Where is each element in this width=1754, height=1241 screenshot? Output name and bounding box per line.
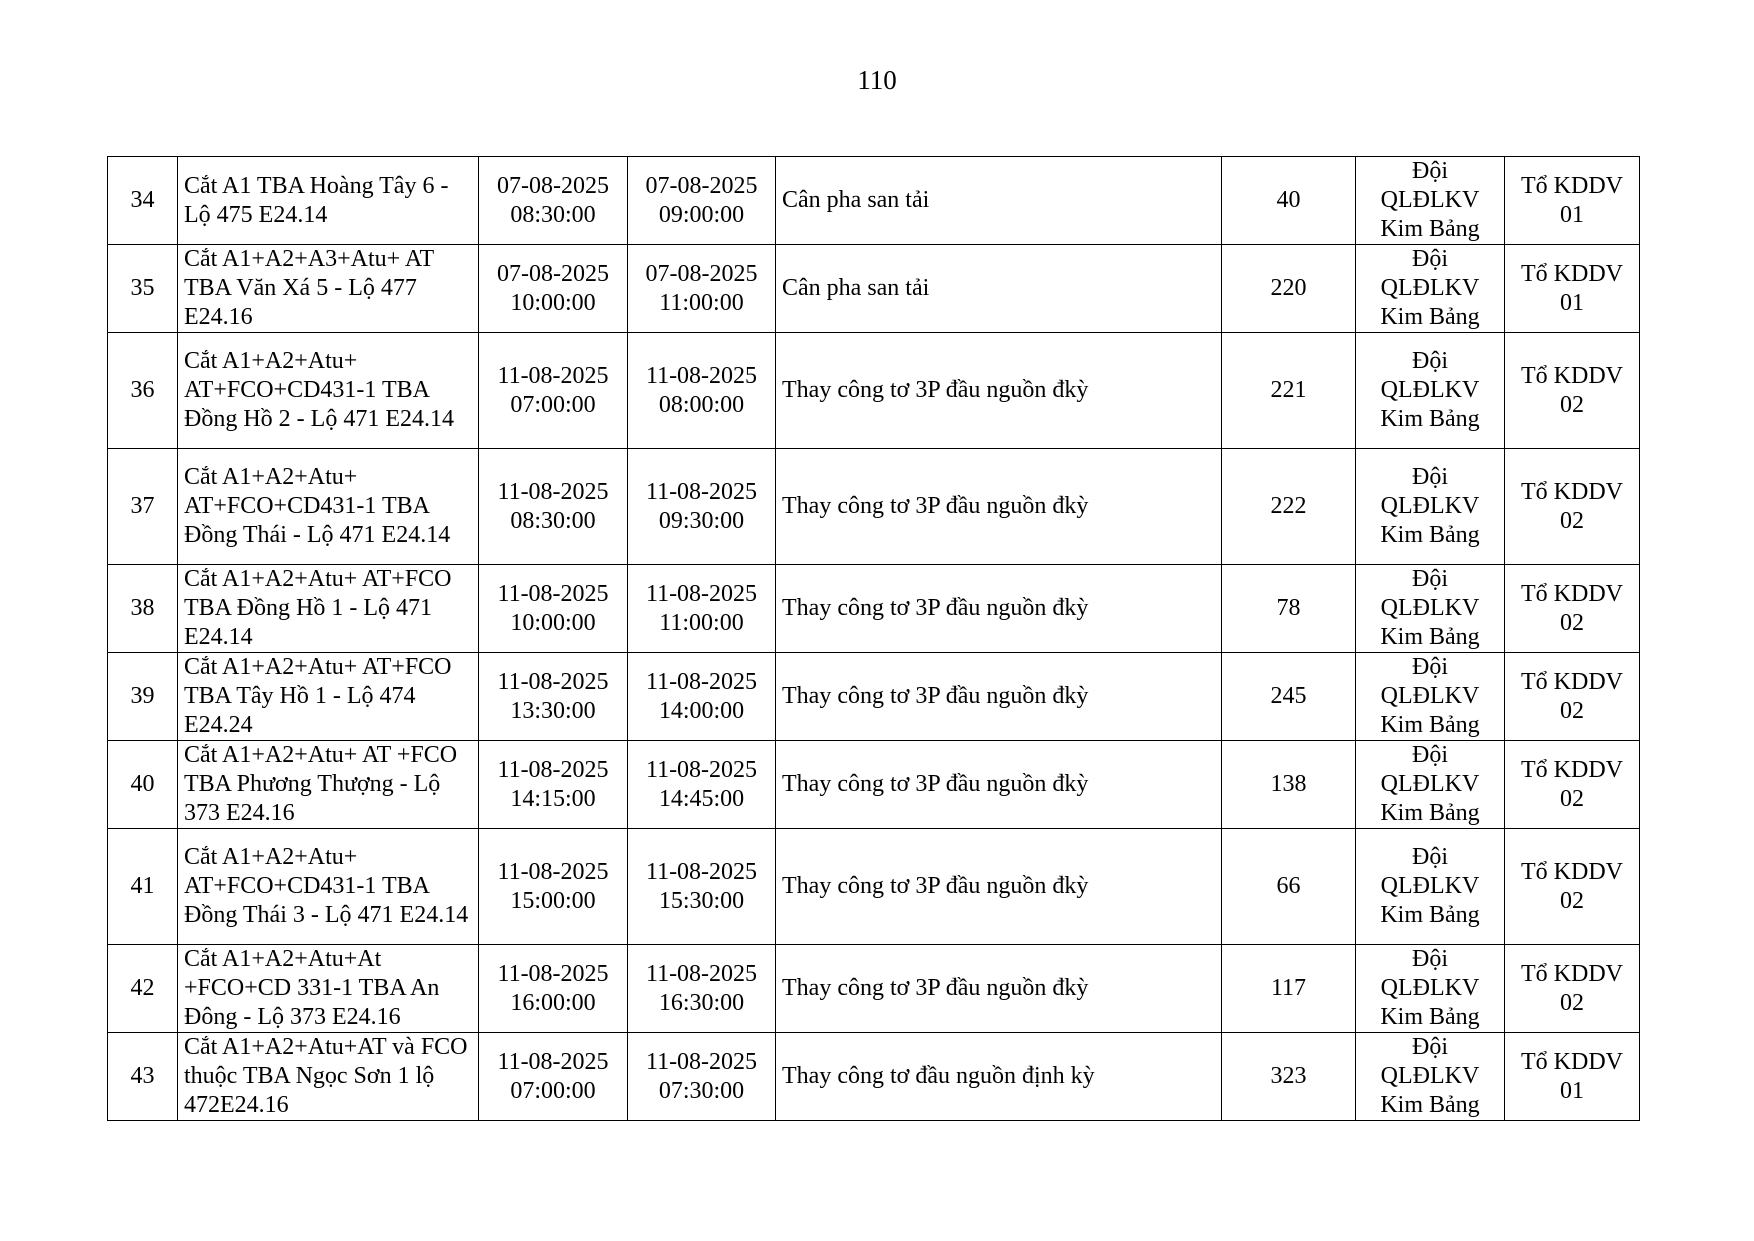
work-content-cell: Thay công tơ 3P đầu nguồn đkỳ [776,333,1222,449]
start-time-cell: 07-08-2025 08:30:00 [479,157,628,245]
table-row [108,449,1640,565]
outage-description-cell: Cắt A1+A2+Atu+At +FCO+CD 331-1 TBA An Đông - Lộ 373 E24.16 [178,945,479,1033]
table-row [108,333,1640,449]
end-time-cell: 07-08-2025 11:00:00 [628,245,776,333]
customer-count-cell: 138 [1222,741,1356,829]
end-time-cell: 11-08-2025 09:30:00 [628,449,776,565]
responsible-unit-cell: Đội QLĐLKV Kim Bảng [1356,333,1505,449]
responsible-team-cell: Tổ KDDV 02 [1505,945,1640,1033]
row-number-cell: 35 [108,245,178,333]
row-number-cell: 37 [108,449,178,565]
customer-count-cell: 220 [1222,245,1356,333]
work-content-cell: Thay công tơ 3P đầu nguồn đkỳ [776,565,1222,653]
row-number-cell: 34 [108,157,178,245]
end-time-cell: 11-08-2025 11:00:00 [628,565,776,653]
responsible-team-cell: Tổ KDDV 02 [1505,565,1640,653]
work-content-cell: Thay công tơ 3P đầu nguồn đkỳ [776,829,1222,945]
responsible-team-cell: Tổ KDDV 02 [1505,653,1640,741]
responsible-team-cell: Tổ KDDV 01 [1505,157,1640,245]
table-row [108,245,1640,333]
table-row [108,565,1640,653]
customer-count-cell: 323 [1222,1033,1356,1121]
start-time-cell: 11-08-2025 10:00:00 [479,565,628,653]
outage-description-cell: Cắt A1+A2+Atu+ AT+FCO+CD431-1 TBA Đồng Thái 3 - Lộ 471 E24.14 [178,829,479,945]
start-time-cell: 11-08-2025 14:15:00 [479,741,628,829]
responsible-team-cell: Tổ KDDV 02 [1505,333,1640,449]
responsible-unit-cell: Đội QLĐLKV Kim Bảng [1356,245,1505,333]
responsible-team-cell: Tổ KDDV 01 [1505,1033,1640,1121]
start-time-cell: 11-08-2025 15:00:00 [479,829,628,945]
start-time-cell: 07-08-2025 10:00:00 [479,245,628,333]
responsible-unit-cell: Đội QLĐLKV Kim Bảng [1356,829,1505,945]
responsible-unit-cell: Đội QLĐLKV Kim Bảng [1356,157,1505,245]
start-time-cell: 11-08-2025 13:30:00 [479,653,628,741]
work-content-cell: Thay công tơ 3P đầu nguồn đkỳ [776,449,1222,565]
end-time-cell: 11-08-2025 07:30:00 [628,1033,776,1121]
work-content-cell: Cân pha san tải [776,157,1222,245]
table-row [108,829,1640,945]
row-number-cell: 38 [108,565,178,653]
row-number-cell: 36 [108,333,178,449]
responsible-unit-cell: Đội QLĐLKV Kim Bảng [1356,1033,1505,1121]
row-number-cell: 40 [108,741,178,829]
responsible-team-cell: Tổ KDDV 02 [1505,741,1640,829]
work-content-cell: Thay công tơ đầu nguồn định kỳ [776,1033,1222,1121]
outage-description-cell: Cắt A1+A2+Atu+ AT+FCO TBA Tây Hồ 1 - Lộ 474 E24.24 [178,653,479,741]
outage-description-cell: Cắt A1+A2+A3+Atu+ AT TBA Văn Xá 5 - Lộ 477 E24.16 [178,245,479,333]
work-content-cell: Thay công tơ 3P đầu nguồn đkỳ [776,741,1222,829]
responsible-team-cell: Tổ KDDV 02 [1505,829,1640,945]
table-row [108,945,1640,1033]
end-time-cell: 11-08-2025 14:45:00 [628,741,776,829]
start-time-cell: 11-08-2025 07:00:00 [479,333,628,449]
work-content-cell: Thay công tơ 3P đầu nguồn đkỳ [776,945,1222,1033]
start-time-cell: 11-08-2025 16:00:00 [479,945,628,1033]
customer-count-cell: 117 [1222,945,1356,1033]
customer-count-cell: 78 [1222,565,1356,653]
start-time-cell: 11-08-2025 08:30:00 [479,449,628,565]
outage-schedule-table [107,156,1640,1121]
end-time-cell: 11-08-2025 15:30:00 [628,829,776,945]
customer-count-cell: 222 [1222,449,1356,565]
customer-count-cell: 40 [1222,157,1356,245]
page-number: 110 [857,65,897,95]
responsible-unit-cell: Đội QLĐLKV Kim Bảng [1356,653,1505,741]
responsible-unit-cell: Đội QLĐLKV Kim Bảng [1356,741,1505,829]
responsible-team-cell: Tổ KDDV 02 [1505,449,1640,565]
customer-count-cell: 66 [1222,829,1356,945]
table-row [108,157,1640,245]
table-row [108,741,1640,829]
table-row [108,653,1640,741]
outage-description-cell: Cắt A1+A2+Atu+ AT +FCO TBA Phương Thượng - Lộ 373 E24.16 [178,741,479,829]
end-time-cell: 11-08-2025 16:30:00 [628,945,776,1033]
row-number-cell: 43 [108,1033,178,1121]
customer-count-cell: 221 [1222,333,1356,449]
outage-description-cell: Cắt A1+A2+Atu+ AT+FCO+CD431-1 TBA Đồng Thái - Lộ 471 E24.14 [178,449,479,565]
end-time-cell: 11-08-2025 08:00:00 [628,333,776,449]
work-content-cell: Thay công tơ 3P đầu nguồn đkỳ [776,653,1222,741]
outage-description-cell: Cắt A1 TBA Hoàng Tây 6 - Lộ 475 E24.14 [178,157,479,245]
outage-description-cell: Cắt A1+A2+Atu+AT và FCO thuộc TBA Ngọc Sơn 1 lộ 472E24.16 [178,1033,479,1121]
responsible-team-cell: Tổ KDDV 01 [1505,245,1640,333]
row-number-cell: 42 [108,945,178,1033]
outage-description-cell: Cắt A1+A2+Atu+ AT+FCO TBA Đồng Hồ 1 - Lộ 471 E24.14 [178,565,479,653]
responsible-unit-cell: Đội QLĐLKV Kim Bảng [1356,449,1505,565]
responsible-unit-cell: Đội QLĐLKV Kim Bảng [1356,565,1505,653]
table-row [108,1033,1640,1121]
end-time-cell: 07-08-2025 09:00:00 [628,157,776,245]
start-time-cell: 11-08-2025 07:00:00 [479,1033,628,1121]
work-content-cell: Cân pha san tải [776,245,1222,333]
responsible-unit-cell: Đội QLĐLKV Kim Bảng [1356,945,1505,1033]
outage-description-cell: Cắt A1+A2+Atu+ AT+FCO+CD431-1 TBA Đồng Hồ 2 - Lộ 471 E24.14 [178,333,479,449]
customer-count-cell: 245 [1222,653,1356,741]
end-time-cell: 11-08-2025 14:00:00 [628,653,776,741]
row-number-cell: 39 [108,653,178,741]
row-number-cell: 41 [108,829,178,945]
